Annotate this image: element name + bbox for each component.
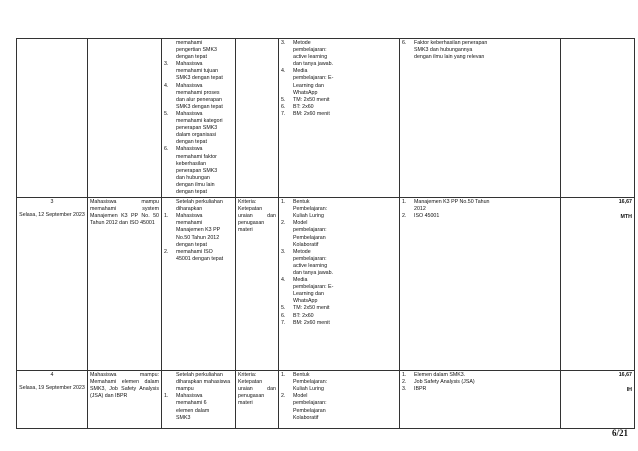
materi-cell: [400, 39, 561, 198]
list-item: dalam organisasi: [176, 132, 217, 139]
list-item: 2012: [414, 206, 426, 213]
indikator-cell: [162, 198, 236, 371]
list-item: 6. Faktor keberhasilan penerapan: [402, 40, 488, 46]
list-item: penerapan SMK3: [176, 125, 218, 132]
list-item: active learning: [293, 262, 328, 269]
list-item: WhatsApp: [293, 298, 318, 305]
table-row: [17, 198, 635, 371]
list-item: dengan ilmu lain: [176, 181, 215, 188]
list-item: dan tanya jawab.: [293, 61, 334, 68]
list-item: dengan tepat: [176, 139, 207, 146]
session-date: Selasa, 19 September 2023: [19, 385, 85, 392]
list-item: Learning dan: [293, 82, 324, 89]
reference-code: MTH: [620, 214, 632, 221]
list-item: dan tanya jawab.: [293, 270, 334, 276]
list-item: 7. BM: 2x60 menit: [281, 319, 330, 326]
list-item: dan hubungan: [176, 174, 210, 181]
materi-cell: [400, 198, 561, 371]
list-item: 3. Metode: [281, 40, 311, 46]
week-cell: [17, 39, 88, 198]
sub-cpmk-cell: Mahasiswa mampu memahami system Manajemen K3 PP No. 50 Tahun 2012 dan ISO 45001: [88, 198, 162, 371]
list-item: WhatsApp: [293, 89, 318, 96]
list-item: diharapkan: [176, 206, 203, 213]
list-item: active learning: [293, 54, 328, 61]
sub-cpmk-cell: [88, 39, 162, 198]
list-item: 2. Model: [281, 220, 308, 227]
kriteria-cell: [236, 39, 279, 198]
list-item: Learning dan: [293, 291, 324, 298]
rps-table: [16, 38, 635, 429]
list-item: Pembelajaran:: [293, 206, 328, 213]
bobot-cell: [561, 198, 635, 371]
table-row: [17, 371, 635, 429]
list-item: dan alur penerapan: [176, 96, 222, 103]
list-item: 1. Bentuk: [281, 199, 310, 206]
list-item: 6. Mahasiswa: [164, 146, 203, 153]
list-item: dengan ilmu lain yang relevan: [414, 54, 485, 61]
list-item: 5. TM: 2x50 menit: [281, 305, 330, 312]
list-item: 2. ISO 45001: [402, 213, 440, 220]
list-item: 1. Bentuk: [281, 372, 310, 379]
list-item: mampu: [176, 386, 194, 393]
kriteria-cell: Kriteria: Ketepatan uraian dan penugasan materi: [236, 371, 279, 429]
list-item: Kolaboratif: [293, 241, 319, 248]
list-item: dengan tepat: [176, 188, 207, 195]
list-item: dengan tepat: [176, 241, 207, 248]
list-item: penerapan SMK3: [176, 167, 218, 174]
bobot-cell: [561, 371, 635, 429]
metode-cell: [279, 39, 400, 198]
metode-cell: [279, 371, 400, 429]
list-item: 1. Elemen dalam SMK3.: [402, 372, 466, 379]
list-item: Manajemen K3 PP: [176, 227, 221, 234]
list-item: 5. Mahasiswa: [164, 110, 203, 117]
list-item: Setelah perkuliahan: [176, 199, 223, 206]
list-item: SMK3 dengan tepat: [176, 75, 223, 82]
list-item: elemen dalam: [176, 407, 210, 414]
list-item: SMK3: [176, 414, 191, 421]
list-item: pembelajaran:: [293, 227, 327, 234]
list-item: pengertian SMK3: [176, 47, 217, 54]
list-item: 6. BT: 2x60: [281, 103, 314, 110]
list-item: Pembelajaran:: [293, 379, 328, 386]
week-number: 3: [50, 199, 54, 206]
materi-cell: [400, 371, 561, 429]
list-item: Pembelajaran: [293, 407, 326, 414]
list-item: memahami faktor: [176, 153, 217, 160]
list-item: memahami tujuan: [176, 68, 219, 75]
list-item: 1. Mahasiswa: [164, 393, 203, 400]
bobot-value: 16,67: [618, 372, 632, 379]
list-item: 4. Media: [281, 277, 308, 284]
list-item: 4. Media: [281, 68, 308, 75]
list-item: Kolaboratif: [293, 414, 319, 421]
indikator-cell: [162, 39, 236, 198]
week-cell: [17, 371, 88, 429]
reference-code: IH: [626, 387, 632, 394]
list-item: 3. IBPR: [402, 386, 427, 393]
list-item: SMK3 dan hubungannya: [414, 47, 473, 54]
session-date: Selasa, 12 September 2023: [19, 212, 85, 219]
list-item: 45001 dengan tepat: [176, 255, 224, 262]
table-body: [17, 39, 635, 429]
list-item: dengan tepat: [176, 54, 207, 61]
bobot-value: 16,67: [618, 199, 632, 206]
list-item: pembelajaran: E-: [293, 284, 334, 291]
list-item: 2. Model: [281, 393, 308, 400]
list-item: keberhasilan: [176, 160, 207, 167]
indikator-cell: [162, 371, 236, 429]
week-cell: [17, 198, 88, 371]
list-item: 1. Manajemen K3 PP No.50 Tahun: [402, 199, 490, 206]
list-item: memahami proses: [176, 89, 220, 96]
list-item: 3. Mahasiswa: [164, 61, 203, 68]
list-item: diharapkan mahasiswa: [176, 379, 231, 386]
list-item: 1. Mahasiswa: [164, 213, 203, 220]
list-item: 6. BT: 2x60: [281, 312, 314, 319]
page-number: 6/21: [611, 428, 628, 438]
list-item: 2. memahami ISO: [164, 248, 213, 255]
list-item: memahami: [176, 220, 203, 227]
list-item: pembelajaran: E-: [293, 75, 334, 82]
bobot-cell: [561, 39, 635, 198]
list-item: pembelajaran:: [293, 255, 327, 262]
list-item: 4. Mahasiswa: [164, 82, 203, 89]
table-row: [17, 39, 635, 198]
list-item: 5. TM: 2x50 menit: [281, 96, 330, 103]
sub-cpmk-cell: Mahasiswa mampu: Memahami elemen dalam SMK3, Job Safety Analysis (JSA) dan IBPR: [88, 371, 162, 429]
metode-cell: [279, 198, 400, 371]
list-item: Pembelajaran: [293, 234, 326, 241]
list-item: SMK3 dengan tepat: [176, 103, 223, 110]
list-item: Setelah perkuliahan: [176, 372, 223, 379]
week-number: 4: [50, 372, 54, 379]
list-item: No.50 Tahun 2012: [176, 234, 220, 241]
kriteria-cell: Kriteria: Ketepatan uraian dan penugasan materi: [236, 198, 279, 371]
list-item: memahami kategori: [176, 118, 223, 125]
list-item: memahami: [176, 40, 203, 46]
list-item: pembelajaran:: [293, 47, 327, 54]
list-item: Kuliah Luring: [293, 213, 324, 220]
list-item: 2. Job Safety Analysis (JSA): [402, 379, 475, 386]
list-item: 7. BM: 2x60 menit: [281, 110, 330, 117]
list-item: memahami 6: [176, 400, 207, 407]
list-item: Kuliah Luring: [293, 386, 324, 393]
list-item: 3. Metode: [281, 248, 311, 255]
list-item: pembelajaran:: [293, 400, 327, 407]
